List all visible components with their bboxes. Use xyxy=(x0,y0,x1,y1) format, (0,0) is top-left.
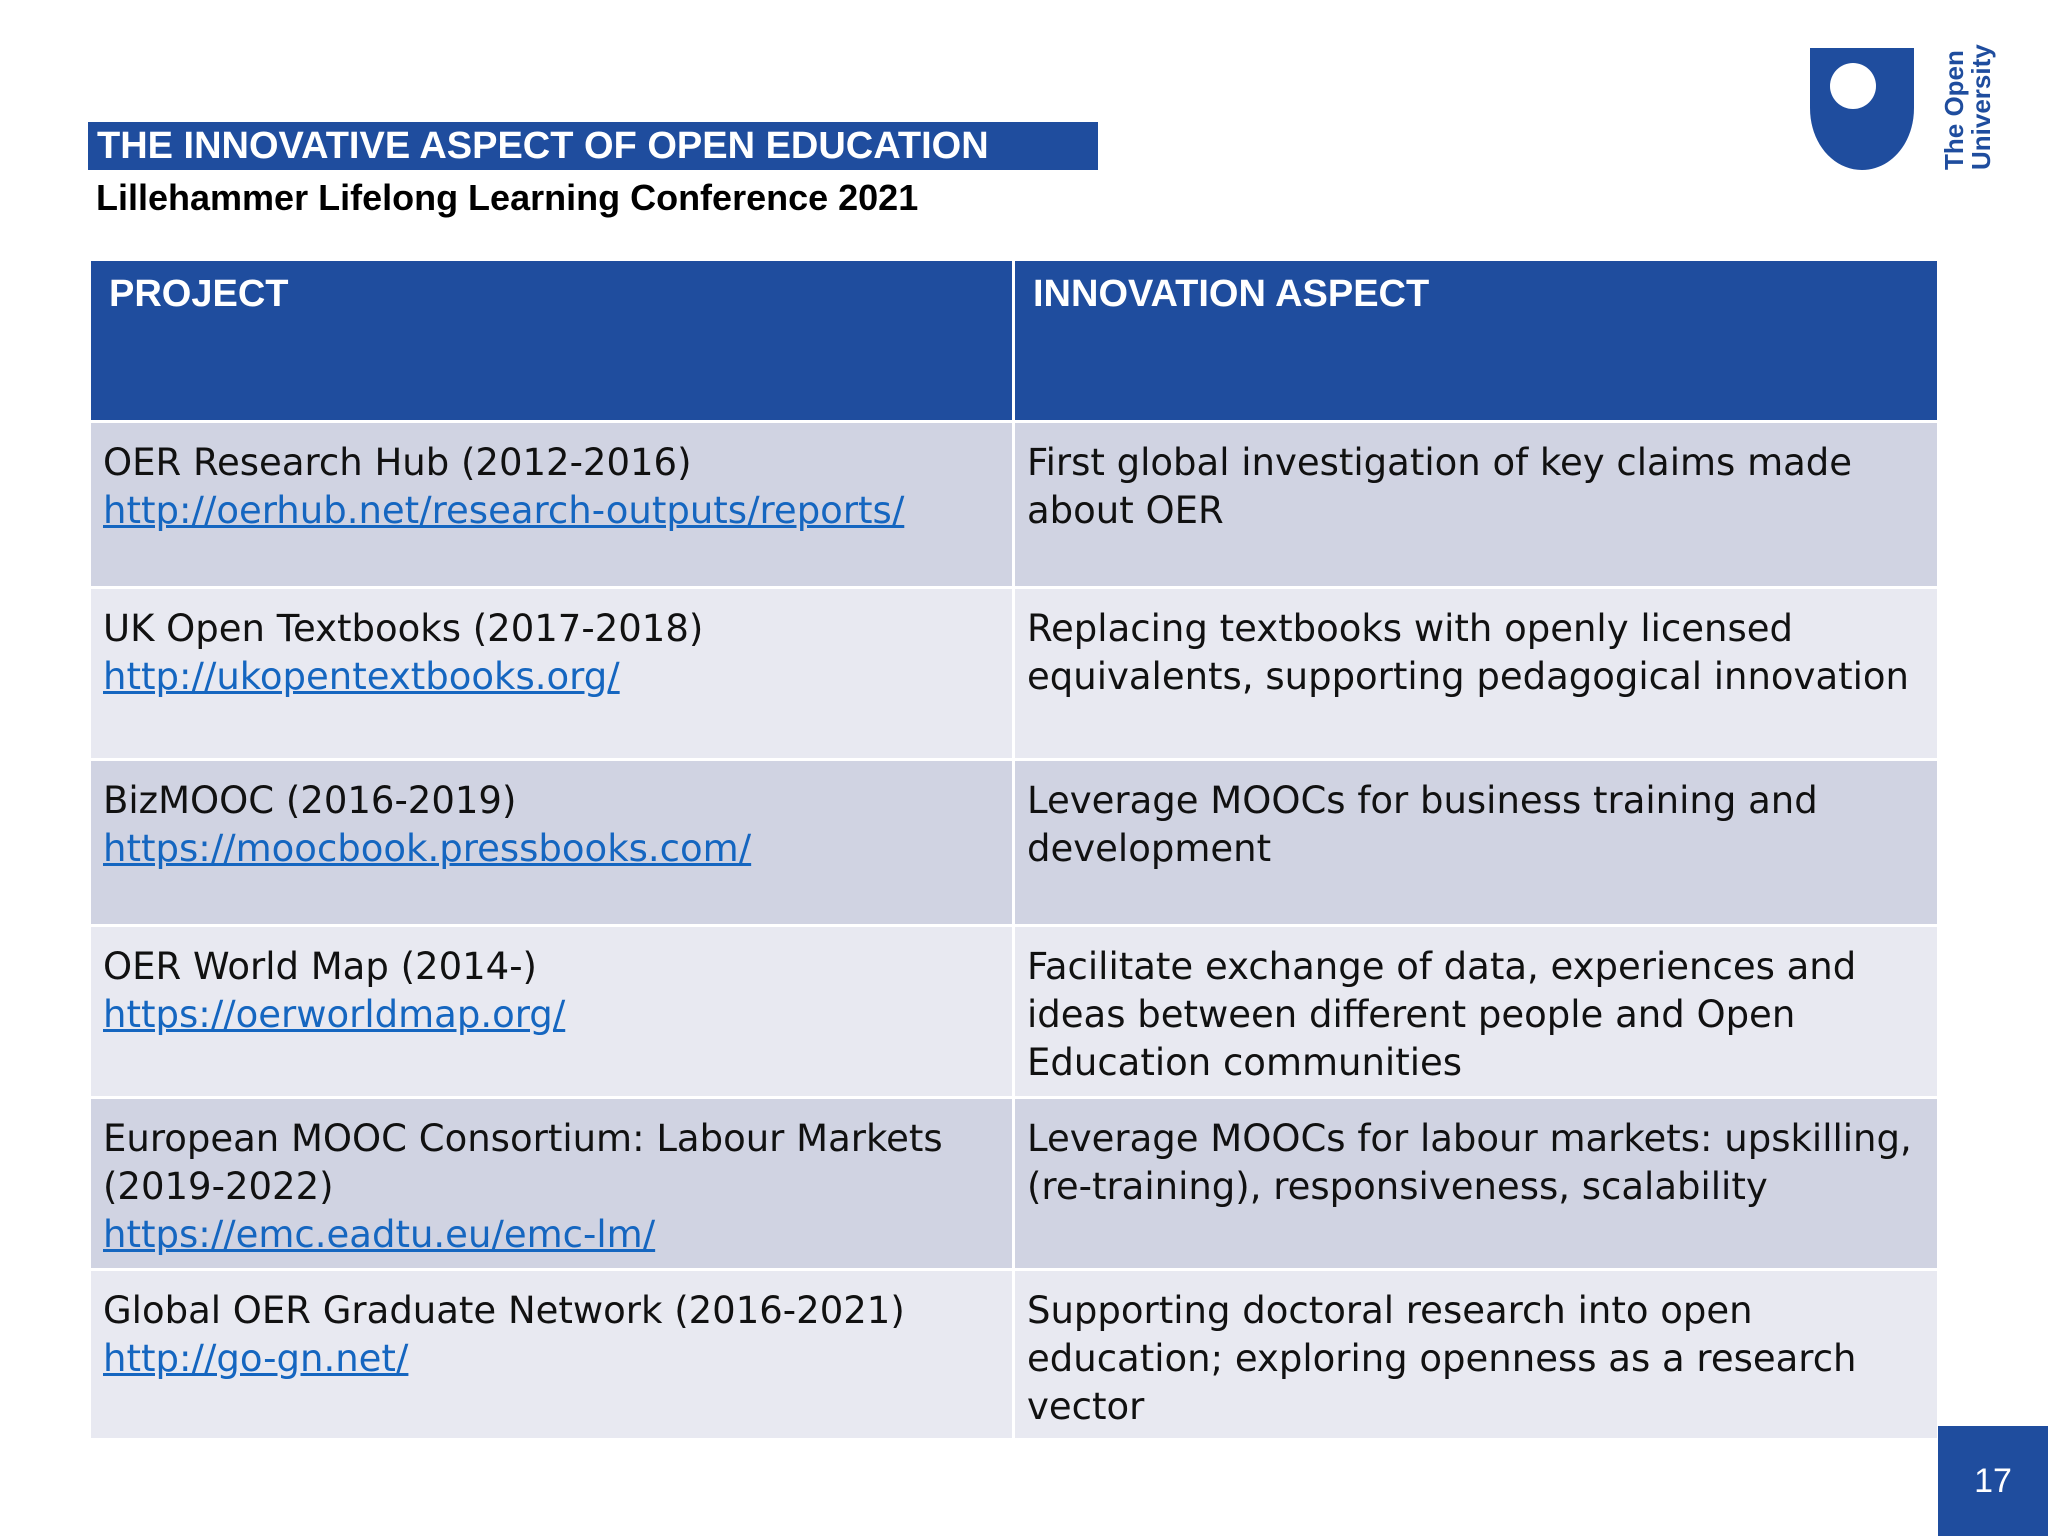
project-link[interactable]: http://go-gn.net/ xyxy=(103,1337,409,1380)
project-cell xyxy=(90,422,1014,588)
slide-subtitle: Lillehammer Lifelong Learning Conference 2021 xyxy=(96,177,919,218)
project-name: European MOOC Consortium: Labour Markets (2019-2022) xyxy=(103,1117,943,1208)
logo-text-line1: The Open xyxy=(1939,50,1969,170)
open-university-shield-logo-icon xyxy=(1808,44,2000,174)
project-link[interactable]: https://oerworldmap.org/ xyxy=(103,993,566,1036)
project-link[interactable]: http://ukopentextbooks.org/ xyxy=(103,655,620,698)
logo-text-line2: University xyxy=(1966,44,1996,170)
innovation-aspect-cell: Supporting doctoral research into open education; exploring openness as a research vector xyxy=(1014,1270,1939,1440)
project-cell xyxy=(90,760,1014,926)
project-name: OER Research Hub (2012-2016) xyxy=(103,441,692,484)
project-name: UK Open Textbooks (2017-2018) xyxy=(103,607,704,650)
project-cell xyxy=(90,588,1014,760)
table-row xyxy=(90,1270,1939,1440)
table-header-row xyxy=(90,260,1939,422)
innovation-aspect-cell: Leverage MOOCs for business training and development xyxy=(1014,760,1939,926)
project-name: OER World Map (2014-) xyxy=(103,945,537,988)
project-link[interactable]: https://emc.eadtu.eu/emc-lm/ xyxy=(103,1213,656,1256)
project-link[interactable]: http://oerhub.net/research-outputs/reports/ xyxy=(103,489,905,532)
project-name: Global OER Graduate Network (2016-2021) xyxy=(103,1289,905,1332)
page-number: 17 xyxy=(1938,1426,2048,1536)
project-cell xyxy=(90,1270,1014,1440)
column-header-project: PROJECT xyxy=(90,260,1014,422)
innovation-aspect-cell: Leverage MOOCs for labour markets: upskilling, (re-training), responsiveness, scalability xyxy=(1014,1098,1939,1270)
table-row xyxy=(90,422,1939,588)
project-name: BizMOOC (2016-2019) xyxy=(103,779,517,822)
table-row xyxy=(90,1098,1939,1270)
column-header-innovation-aspect: INNOVATION ASPECT xyxy=(1014,260,1939,422)
innovation-aspect-cell: First global investigation of key claims made about OER xyxy=(1014,422,1939,588)
project-link[interactable]: https://moocbook.pressbooks.com/ xyxy=(103,827,752,870)
table-row xyxy=(90,760,1939,926)
innovation-aspect-cell: Facilitate exchange of data, experiences and ideas between different people and Open Education communities xyxy=(1014,926,1939,1098)
table-row xyxy=(90,926,1939,1098)
project-cell xyxy=(90,1098,1014,1270)
slide-title: THE INNOVATIVE ASPECT OF OPEN EDUCATION xyxy=(88,122,1098,170)
innovation-aspect-cell: Replacing textbooks with openly licensed equivalents, supporting pedagogical innovation xyxy=(1014,588,1939,760)
open-university-logo xyxy=(1808,44,2000,174)
project-cell xyxy=(90,926,1014,1098)
table-row xyxy=(90,588,1939,760)
projects-table xyxy=(88,258,1940,1441)
